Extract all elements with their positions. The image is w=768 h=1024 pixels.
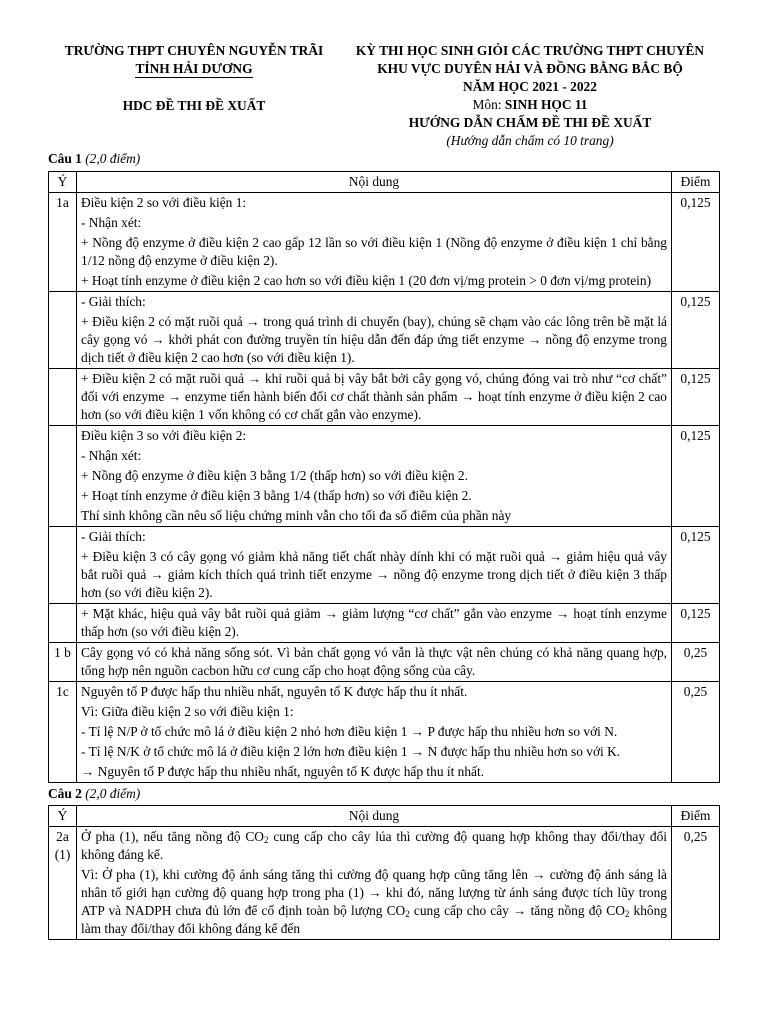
text-segment: cung cấp cho cây lúa thì cường độ quang hợp không thay đổi/thay đổi không đáng kể. xyxy=(81,829,667,862)
content-paragraph: Điều kiện 3 so với điều kiện 2: xyxy=(81,428,247,443)
question-2-table xyxy=(48,805,720,940)
content-paragraph: - Giải thích: xyxy=(81,294,146,309)
column-header-content: Nội dung xyxy=(77,806,672,827)
content-paragraph: + Nồng độ enzyme ở điều kiện 3 bằng 1/2 (thấp hơn) so với điều kiện 2. xyxy=(81,468,468,483)
content-paragraph: Thí sinh không cần nêu số liệu chứng minh vẫn cho tối đa số điểm của phần này xyxy=(81,508,512,523)
row-index: 1a xyxy=(49,193,77,292)
content-paragraph: + Nồng độ enzyme ở điều kiện 2 cao gấp 12 lần so với điều kiện 1 (Nồng độ enzyme ở điều kiện 1 chỉ bằng 1/12 nồng độ enzyme ở điều kiện 2). xyxy=(81,235,667,268)
row-score: 0,125 xyxy=(672,527,720,604)
row-content xyxy=(77,604,672,643)
row-content xyxy=(77,682,672,783)
question-2-title: Câu 2 xyxy=(48,786,82,801)
question-2-heading xyxy=(48,786,140,802)
row-index xyxy=(49,426,77,527)
row-content xyxy=(77,643,672,682)
row-index xyxy=(49,292,77,369)
content-paragraph: + Hoạt tính enzyme ở điều kiện 2 cao hơn so với điều kiện 1 (20 đơn vị/mg protein > 0 đơn vị/mg protein) xyxy=(81,273,652,288)
column-header-item: Ý xyxy=(49,806,77,827)
subject-prefix: Môn: xyxy=(472,97,505,112)
content-paragraph: Nguyên tố P được hấp thu nhiều nhất, nguyên tố K được hấp thu ít nhất. xyxy=(81,684,468,699)
table-row xyxy=(49,527,720,604)
text-segment: cung cấp cho cây → tăng nồng độ CO xyxy=(409,903,625,918)
row-score: 0,25 xyxy=(672,682,720,783)
row-index: 1c xyxy=(49,682,77,783)
exam-title-line2: KHU VỰC DUYÊN HẢI VÀ ĐỒNG BẰNG BẮC BỘ xyxy=(377,61,683,76)
row-score: 0,125 xyxy=(672,426,720,527)
content-paragraph: - Tỉ lệ N/P ở tổ chức mô lá ở điều kiện 2 nhỏ hơn điều kiện 1 → P được hấp thu nhiều hơn so với N. xyxy=(81,724,618,739)
question-1-title: Câu 1 xyxy=(48,151,82,166)
content-paragraph: - Tỉ lệ N/K ở tổ chức mô lá ở điều kiện 2 lớn hơn điều kiện 1 → N được hấp thu nhiều hơn so với K. xyxy=(81,744,621,759)
table-row xyxy=(49,369,720,426)
row-content xyxy=(77,426,672,527)
subscript: 2 xyxy=(624,909,630,919)
row-index: 2a (1) xyxy=(49,827,77,940)
table-row xyxy=(49,426,720,527)
text-segment: Vì: Ở pha (1), khi cường độ ánh sáng tăng thì cường độ quang hợp cũng tăng lên → cường độ ánh sáng là nhân tố giới hạn cường độ quang hợp trong pha (1) → khi đó, năng lượng từ ánh sáng được tích lũy trong ATP và NADPH chưa đủ lớn để cố định toàn bộ lượng CO xyxy=(81,867,667,918)
content-paragraph: - Nhận xét: xyxy=(81,448,142,463)
column-header-content: Nội dung xyxy=(77,172,672,193)
content-paragraph: + Hoạt tính enzyme ở điều kiện 3 bằng 1/4 (thấp hơn) so với điều kiện 2. xyxy=(81,488,472,503)
row-index: 1 b xyxy=(49,643,77,682)
content-paragraph xyxy=(81,866,667,938)
table-header-row xyxy=(49,806,720,827)
question-1-heading xyxy=(48,151,140,167)
content-paragraph: - Nhận xét: xyxy=(81,215,142,230)
table-header-row xyxy=(49,172,720,193)
document-type: HDC ĐỀ THI ĐỀ XUẤT xyxy=(122,98,266,113)
content-paragraph: Cây gọng vó có khả năng sống sót. Vì bản chất gọng vó vẫn là thực vật nên chúng có khả năng quang hợp, tổng hợp nên nguồn cacbon hữu cơ cung cấp cho hoạt động sống của cây. xyxy=(81,645,667,678)
school-year: NĂM HỌC 2021 - 2022 xyxy=(463,79,597,94)
column-header-item: Ý xyxy=(49,172,77,193)
row-index xyxy=(49,604,77,643)
header-left xyxy=(48,42,340,115)
content-paragraph: + Điều kiện 2 có mặt ruồi quả → khi ruồi quả bị vây bắt bởi cây gọng vó, chúng đóng vai trò như “cơ chất” đối với enzyme → enzyme tiến hành biến đổi cơ chất thành sản phẩm → hoạt tính enzyme ở điều kiện 2 cao hơn (so với điều kiện 1 vốn không có cơ chất gắn vào enzyme). xyxy=(81,371,667,422)
row-score: 0,25 xyxy=(672,827,720,940)
guide-title: HƯỚNG DẪN CHẤM ĐỀ THI ĐỀ XUẤT xyxy=(408,115,652,130)
question-1-points: (2,0 điểm) xyxy=(85,151,141,166)
content-paragraph: Điều kiện 2 so với điều kiện 1: xyxy=(81,195,247,210)
province-name: TỈNH HẢI DƯƠNG xyxy=(135,61,253,76)
text-segment: Ở pha (1), nếu tăng nồng độ CO xyxy=(81,829,264,844)
exam-title-line1: KỲ THI HỌC SINH GIỎI CÁC TRƯỜNG THPT CHUYÊN xyxy=(355,43,705,58)
table-row xyxy=(49,292,720,369)
row-content xyxy=(77,369,672,426)
row-score: 0,125 xyxy=(672,292,720,369)
content-paragraph: + Mặt khác, hiệu quả vây bắt ruồi quả giảm → giảm lượng “cơ chất” gắn vào enzyme → hoạt tính enzyme thấp hơn (so với điều kiện 2). xyxy=(81,606,667,639)
header-right xyxy=(340,42,720,150)
content-paragraph: Vì: Giữa điều kiện 2 so với điều kiện 1: xyxy=(81,704,294,719)
subscript: 2 xyxy=(263,835,269,845)
content-paragraph xyxy=(81,828,667,864)
table-row xyxy=(49,604,720,643)
subject-name: SINH HỌC 11 xyxy=(504,97,588,112)
table-row xyxy=(49,193,720,292)
subject-line xyxy=(340,96,720,114)
table-row xyxy=(49,682,720,783)
column-header-score: Điểm xyxy=(672,806,720,827)
school-name: TRƯỜNG THPT CHUYÊN NGUYỄN TRÃI xyxy=(64,43,324,58)
content-paragraph: → Nguyên tố P được hấp thu nhiều nhất, nguyên tố K được hấp thu ít nhất. xyxy=(81,764,485,779)
column-header-score: Điểm xyxy=(672,172,720,193)
row-score: 0,125 xyxy=(672,369,720,426)
row-content xyxy=(77,827,672,940)
table-row xyxy=(49,827,720,940)
row-score: 0,125 xyxy=(672,604,720,643)
content-paragraph: + Điều kiện 3 có cây gọng vó giảm khả năng tiết chất nhày dính khi có mặt ruồi quả → giảm hiệu quả vây bắt ruồi quả → giảm kích thích quá trình tiết enzyme → nồng độ enzyme trong dịch tiết ở điều kiện 3 thấp hơn (so với điều kiện 2). xyxy=(81,549,667,600)
text-segment: không làm thay đổi/thay đổi không đáng kể đến xyxy=(81,903,667,936)
question-1-table xyxy=(48,171,720,783)
table-row xyxy=(49,643,720,682)
row-content xyxy=(77,193,672,292)
row-score: 0,125 xyxy=(672,193,720,292)
guide-note: (Hướng dẫn chấm có 10 trang) xyxy=(446,133,614,148)
row-content xyxy=(77,292,672,369)
row-content xyxy=(77,527,672,604)
question-2-points: (2,0 điểm) xyxy=(85,786,141,801)
subscript: 2 xyxy=(405,909,410,919)
row-score: 0,25 xyxy=(672,643,720,682)
row-index xyxy=(49,527,77,604)
content-paragraph: + Điều kiện 2 có mặt ruồi quả → trong quá trình di chuyển (bay), chúng sẽ chạm vào các lông trên bề mặt lá cây gọng vó → khởi phát con đường truyền tín hiệu dẫn đến đáp ứng tiết enzyme → nồng độ enzyme trong dịch tiết ở điều kiện 2 cao hơn (so với điều kiện 1). xyxy=(81,314,667,365)
row-index xyxy=(49,369,77,426)
content-paragraph: - Giải thích: xyxy=(81,529,146,544)
